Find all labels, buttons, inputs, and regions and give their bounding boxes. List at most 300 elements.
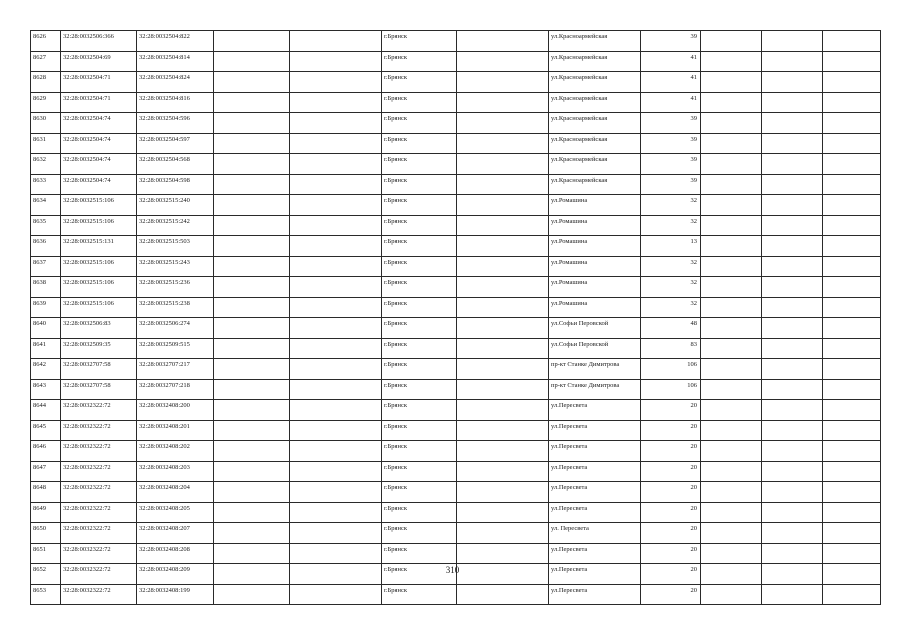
street-cell: ул.Красноармейская bbox=[549, 133, 641, 154]
empty-cell bbox=[823, 338, 881, 359]
street-cell: ул.Пересвета bbox=[549, 564, 641, 585]
city-cell: г.Брянск bbox=[382, 51, 457, 72]
empty-cell bbox=[457, 236, 549, 257]
object-number-cell: 32:28:0032506:274 bbox=[137, 318, 214, 339]
empty-cell bbox=[457, 256, 549, 277]
house-number-cell: 20 bbox=[641, 441, 701, 462]
parcel-number-cell: 32:28:0032322:72 bbox=[61, 523, 137, 544]
empty-cell bbox=[701, 359, 762, 380]
empty-cell bbox=[214, 133, 290, 154]
object-number-cell: 32:28:0032408:200 bbox=[137, 400, 214, 421]
object-number-cell: 32:28:0032408:208 bbox=[137, 543, 214, 564]
house-number-cell: 20 bbox=[641, 564, 701, 585]
house-number-cell: 106 bbox=[641, 379, 701, 400]
city-cell: г.Брянск bbox=[382, 154, 457, 175]
empty-cell bbox=[214, 420, 290, 441]
table-row bbox=[31, 502, 881, 523]
table-row bbox=[31, 236, 881, 257]
object-number-cell: 32:28:0032707:217 bbox=[137, 359, 214, 380]
empty-cell bbox=[457, 72, 549, 93]
empty-cell bbox=[701, 338, 762, 359]
row-number-cell: 8647 bbox=[31, 461, 61, 482]
empty-cell bbox=[457, 338, 549, 359]
empty-cell bbox=[457, 51, 549, 72]
street-cell: ул.Ромашина bbox=[549, 236, 641, 257]
street-cell: ул.Красноармейская bbox=[549, 174, 641, 195]
empty-cell bbox=[762, 584, 823, 605]
city-cell: г.Брянск bbox=[382, 72, 457, 93]
house-number-cell: 39 bbox=[641, 113, 701, 134]
street-cell: ул.Софьи Перовской bbox=[549, 338, 641, 359]
table-row bbox=[31, 523, 881, 544]
empty-cell bbox=[214, 72, 290, 93]
empty-cell bbox=[214, 277, 290, 298]
street-cell: ул.Пересвета bbox=[549, 400, 641, 421]
table-row bbox=[31, 297, 881, 318]
empty-cell bbox=[823, 113, 881, 134]
house-number-cell: 20 bbox=[641, 523, 701, 544]
street-cell: ул.Красноармейская bbox=[549, 154, 641, 175]
city-cell: г.Брянск bbox=[382, 420, 457, 441]
empty-cell bbox=[290, 72, 382, 93]
parcel-number-cell: 32:28:0032515:106 bbox=[61, 277, 137, 298]
empty-cell bbox=[214, 543, 290, 564]
empty-cell bbox=[762, 195, 823, 216]
empty-cell bbox=[701, 420, 762, 441]
house-number-cell: 39 bbox=[641, 174, 701, 195]
street-cell: ул.Ромашина bbox=[549, 195, 641, 216]
parcel-number-cell: 32:28:0032504:71 bbox=[61, 92, 137, 113]
empty-cell bbox=[214, 195, 290, 216]
house-number-cell: 41 bbox=[641, 51, 701, 72]
empty-cell bbox=[762, 441, 823, 462]
city-cell: г.Брянск bbox=[382, 482, 457, 503]
row-number-cell: 8649 bbox=[31, 502, 61, 523]
empty-cell bbox=[457, 523, 549, 544]
empty-cell bbox=[762, 174, 823, 195]
empty-cell bbox=[701, 174, 762, 195]
empty-cell bbox=[762, 154, 823, 175]
empty-cell bbox=[701, 236, 762, 257]
parcel-number-cell: 32:28:0032504:74 bbox=[61, 174, 137, 195]
house-number-cell: 32 bbox=[641, 215, 701, 236]
empty-cell bbox=[762, 297, 823, 318]
empty-cell bbox=[290, 256, 382, 277]
empty-cell bbox=[457, 461, 549, 482]
table-body bbox=[31, 31, 881, 605]
house-number-cell: 39 bbox=[641, 133, 701, 154]
empty-cell bbox=[214, 461, 290, 482]
object-number-cell: 32:28:0032408:205 bbox=[137, 502, 214, 523]
object-number-cell: 32:28:0032408:209 bbox=[137, 564, 214, 585]
house-number-cell: 32 bbox=[641, 297, 701, 318]
empty-cell bbox=[214, 31, 290, 52]
empty-cell bbox=[701, 31, 762, 52]
house-number-cell: 106 bbox=[641, 359, 701, 380]
empty-cell bbox=[762, 482, 823, 503]
table-row bbox=[31, 133, 881, 154]
object-number-cell: 32:28:0032408:201 bbox=[137, 420, 214, 441]
empty-cell bbox=[457, 215, 549, 236]
empty-cell bbox=[214, 215, 290, 236]
empty-cell bbox=[214, 482, 290, 503]
city-cell: г.Брянск bbox=[382, 379, 457, 400]
empty-cell bbox=[701, 441, 762, 462]
empty-cell bbox=[290, 277, 382, 298]
table-row bbox=[31, 113, 881, 134]
city-cell: г.Брянск bbox=[382, 256, 457, 277]
object-number-cell: 32:28:0032408:202 bbox=[137, 441, 214, 462]
house-number-cell: 39 bbox=[641, 154, 701, 175]
empty-cell bbox=[762, 318, 823, 339]
empty-cell bbox=[823, 256, 881, 277]
street-cell: ул. Пересвета bbox=[549, 523, 641, 544]
house-number-cell: 32 bbox=[641, 256, 701, 277]
street-cell: пр-кт Станке Димитрова bbox=[549, 359, 641, 380]
empty-cell bbox=[290, 379, 382, 400]
row-number-cell: 8640 bbox=[31, 318, 61, 339]
empty-cell bbox=[823, 195, 881, 216]
empty-cell bbox=[701, 502, 762, 523]
row-number-cell: 8628 bbox=[31, 72, 61, 93]
house-number-cell: 20 bbox=[641, 543, 701, 564]
house-number-cell: 41 bbox=[641, 92, 701, 113]
parcel-number-cell: 32:28:0032322:72 bbox=[61, 543, 137, 564]
empty-cell bbox=[823, 236, 881, 257]
table-row bbox=[31, 400, 881, 421]
row-number-cell: 8644 bbox=[31, 400, 61, 421]
empty-cell bbox=[290, 236, 382, 257]
empty-cell bbox=[214, 236, 290, 257]
empty-cell bbox=[823, 523, 881, 544]
parcel-number-cell: 32:28:0032515:106 bbox=[61, 297, 137, 318]
empty-cell bbox=[214, 154, 290, 175]
parcel-number-cell: 32:28:0032322:72 bbox=[61, 482, 137, 503]
street-cell: ул.Пересвета bbox=[549, 543, 641, 564]
city-cell: г.Брянск bbox=[382, 236, 457, 257]
table-row bbox=[31, 584, 881, 605]
object-number-cell: 32:28:0032504:598 bbox=[137, 174, 214, 195]
table-row bbox=[31, 215, 881, 236]
empty-cell bbox=[701, 154, 762, 175]
parcel-number-cell: 32:28:0032504:69 bbox=[61, 51, 137, 72]
empty-cell bbox=[457, 31, 549, 52]
object-number-cell: 32:28:0032515:238 bbox=[137, 297, 214, 318]
empty-cell bbox=[457, 482, 549, 503]
address-table bbox=[30, 30, 881, 605]
parcel-number-cell: 32:28:0032504:71 bbox=[61, 72, 137, 93]
empty-cell bbox=[290, 338, 382, 359]
empty-cell bbox=[823, 51, 881, 72]
empty-cell bbox=[823, 31, 881, 52]
empty-cell bbox=[214, 338, 290, 359]
street-cell: ул.Пересвета bbox=[549, 482, 641, 503]
empty-cell bbox=[701, 113, 762, 134]
row-number-cell: 8634 bbox=[31, 195, 61, 216]
empty-cell bbox=[823, 72, 881, 93]
empty-cell bbox=[701, 215, 762, 236]
empty-cell bbox=[701, 461, 762, 482]
row-number-cell: 8631 bbox=[31, 133, 61, 154]
empty-cell bbox=[762, 420, 823, 441]
street-cell: ул.Красноармейская bbox=[549, 72, 641, 93]
object-number-cell: 32:28:0032515:240 bbox=[137, 195, 214, 216]
empty-cell bbox=[762, 461, 823, 482]
parcel-number-cell: 32:28:0032515:106 bbox=[61, 256, 137, 277]
empty-cell bbox=[762, 502, 823, 523]
city-cell: г.Брянск bbox=[382, 400, 457, 421]
street-cell: ул.Ромашина bbox=[549, 297, 641, 318]
empty-cell bbox=[457, 277, 549, 298]
table-row bbox=[31, 31, 881, 52]
empty-cell bbox=[290, 174, 382, 195]
city-cell: г.Брянск bbox=[382, 195, 457, 216]
object-number-cell: 32:28:0032515:236 bbox=[137, 277, 214, 298]
empty-cell bbox=[823, 174, 881, 195]
empty-cell bbox=[214, 318, 290, 339]
object-number-cell: 32:28:0032707:218 bbox=[137, 379, 214, 400]
table-row bbox=[31, 92, 881, 113]
empty-cell bbox=[290, 441, 382, 462]
empty-cell bbox=[762, 92, 823, 113]
empty-cell bbox=[762, 359, 823, 380]
empty-cell bbox=[762, 133, 823, 154]
empty-cell bbox=[701, 379, 762, 400]
empty-cell bbox=[823, 133, 881, 154]
object-number-cell: 32:28:0032504:824 bbox=[137, 72, 214, 93]
empty-cell bbox=[214, 502, 290, 523]
table-row bbox=[31, 195, 881, 216]
table-row bbox=[31, 338, 881, 359]
house-number-cell: 20 bbox=[641, 502, 701, 523]
empty-cell bbox=[290, 133, 382, 154]
parcel-number-cell: 32:28:0032322:72 bbox=[61, 420, 137, 441]
city-cell: г.Брянск bbox=[382, 564, 457, 585]
row-number-cell: 8627 bbox=[31, 51, 61, 72]
empty-cell bbox=[214, 441, 290, 462]
empty-cell bbox=[701, 195, 762, 216]
row-number-cell: 8637 bbox=[31, 256, 61, 277]
empty-cell bbox=[823, 92, 881, 113]
city-cell: г.Брянск bbox=[382, 31, 457, 52]
row-number-cell: 8629 bbox=[31, 92, 61, 113]
city-cell: г.Брянск bbox=[382, 461, 457, 482]
empty-cell bbox=[823, 400, 881, 421]
parcel-number-cell: 32:28:0032515:106 bbox=[61, 215, 137, 236]
house-number-cell: 32 bbox=[641, 277, 701, 298]
empty-cell bbox=[290, 297, 382, 318]
empty-cell bbox=[701, 72, 762, 93]
empty-cell bbox=[214, 379, 290, 400]
street-cell: ул.Красноармейская bbox=[549, 31, 641, 52]
house-number-cell: 32 bbox=[641, 195, 701, 216]
parcel-number-cell: 32:28:0032509:35 bbox=[61, 338, 137, 359]
empty-cell bbox=[823, 482, 881, 503]
house-number-cell: 20 bbox=[641, 584, 701, 605]
table-row bbox=[31, 441, 881, 462]
city-cell: г.Брянск bbox=[382, 502, 457, 523]
city-cell: г.Брянск bbox=[382, 584, 457, 605]
object-number-cell: 32:28:0032408:207 bbox=[137, 523, 214, 544]
object-number-cell: 32:28:0032515:243 bbox=[137, 256, 214, 277]
empty-cell bbox=[762, 51, 823, 72]
street-cell: ул.Пересвета bbox=[549, 502, 641, 523]
house-number-cell: 20 bbox=[641, 400, 701, 421]
empty-cell bbox=[823, 461, 881, 482]
table-row bbox=[31, 174, 881, 195]
table-row bbox=[31, 420, 881, 441]
row-number-cell: 8648 bbox=[31, 482, 61, 503]
empty-cell bbox=[290, 543, 382, 564]
empty-cell bbox=[290, 215, 382, 236]
empty-cell bbox=[457, 154, 549, 175]
table-row bbox=[31, 72, 881, 93]
street-cell: ул.Пересвета bbox=[549, 584, 641, 605]
object-number-cell: 32:28:0032515:503 bbox=[137, 236, 214, 257]
empty-cell bbox=[457, 502, 549, 523]
empty-cell bbox=[823, 215, 881, 236]
empty-cell bbox=[457, 318, 549, 339]
empty-cell bbox=[214, 256, 290, 277]
row-number-cell: 8626 bbox=[31, 31, 61, 52]
object-number-cell: 32:28:0032408:203 bbox=[137, 461, 214, 482]
empty-cell bbox=[457, 379, 549, 400]
row-number-cell: 8641 bbox=[31, 338, 61, 359]
object-number-cell: 32:28:0032408:199 bbox=[137, 584, 214, 605]
object-number-cell: 32:28:0032504:568 bbox=[137, 154, 214, 175]
empty-cell bbox=[457, 359, 549, 380]
empty-cell bbox=[701, 256, 762, 277]
row-number-cell: 8635 bbox=[31, 215, 61, 236]
city-cell: г.Брянск bbox=[382, 174, 457, 195]
empty-cell bbox=[762, 72, 823, 93]
parcel-number-cell: 32:28:0032322:72 bbox=[61, 502, 137, 523]
row-number-cell: 8645 bbox=[31, 420, 61, 441]
empty-cell bbox=[457, 420, 549, 441]
empty-cell bbox=[701, 543, 762, 564]
empty-cell bbox=[457, 543, 549, 564]
empty-cell bbox=[701, 482, 762, 503]
empty-cell bbox=[823, 543, 881, 564]
parcel-number-cell: 32:28:0032504:74 bbox=[61, 133, 137, 154]
street-cell: ул.Пересвета bbox=[549, 420, 641, 441]
empty-cell bbox=[457, 113, 549, 134]
house-number-cell: 48 bbox=[641, 318, 701, 339]
empty-cell bbox=[290, 113, 382, 134]
empty-cell bbox=[290, 92, 382, 113]
empty-cell bbox=[701, 318, 762, 339]
street-cell: ул.Софьи Перовской bbox=[549, 318, 641, 339]
object-number-cell: 32:28:0032504:822 bbox=[137, 31, 214, 52]
row-number-cell: 8633 bbox=[31, 174, 61, 195]
empty-cell bbox=[457, 133, 549, 154]
empty-cell bbox=[290, 400, 382, 421]
empty-cell bbox=[214, 400, 290, 421]
empty-cell bbox=[823, 502, 881, 523]
row-number-cell: 8642 bbox=[31, 359, 61, 380]
empty-cell bbox=[823, 154, 881, 175]
empty-cell bbox=[701, 400, 762, 421]
object-number-cell: 32:28:0032504:816 bbox=[137, 92, 214, 113]
parcel-number-cell: 32:28:0032322:72 bbox=[61, 584, 137, 605]
empty-cell bbox=[457, 92, 549, 113]
empty-cell bbox=[290, 51, 382, 72]
empty-cell bbox=[762, 113, 823, 134]
empty-cell bbox=[457, 195, 549, 216]
city-cell: г.Брянск bbox=[382, 359, 457, 380]
empty-cell bbox=[457, 297, 549, 318]
empty-cell bbox=[290, 420, 382, 441]
city-cell: г.Брянск bbox=[382, 543, 457, 564]
city-cell: г.Брянск bbox=[382, 297, 457, 318]
city-cell: г.Брянск bbox=[382, 133, 457, 154]
empty-cell bbox=[823, 420, 881, 441]
empty-cell bbox=[290, 359, 382, 380]
house-number-cell: 20 bbox=[641, 420, 701, 441]
empty-cell bbox=[762, 400, 823, 421]
table-row bbox=[31, 379, 881, 400]
empty-cell bbox=[762, 277, 823, 298]
empty-cell bbox=[823, 584, 881, 605]
empty-cell bbox=[457, 400, 549, 421]
row-number-cell: 8653 bbox=[31, 584, 61, 605]
street-cell: ул.Красноармейская bbox=[549, 92, 641, 113]
empty-cell bbox=[290, 584, 382, 605]
parcel-number-cell: 32:28:0032707:58 bbox=[61, 379, 137, 400]
empty-cell bbox=[457, 584, 549, 605]
empty-cell bbox=[823, 441, 881, 462]
object-number-cell: 32:28:0032509:515 bbox=[137, 338, 214, 359]
empty-cell bbox=[701, 584, 762, 605]
object-number-cell: 32:28:0032408:204 bbox=[137, 482, 214, 503]
empty-cell bbox=[701, 277, 762, 298]
parcel-number-cell: 32:28:0032322:72 bbox=[61, 441, 137, 462]
street-cell: пр-кт Станке Димитрова bbox=[549, 379, 641, 400]
parcel-number-cell: 32:28:0032515:131 bbox=[61, 236, 137, 257]
city-cell: г.Брянск bbox=[382, 215, 457, 236]
row-number-cell: 8636 bbox=[31, 236, 61, 257]
object-number-cell: 32:28:0032515:242 bbox=[137, 215, 214, 236]
empty-cell bbox=[762, 256, 823, 277]
street-cell: ул.Ромашина bbox=[549, 277, 641, 298]
street-cell: ул.Красноармейская bbox=[549, 113, 641, 134]
empty-cell bbox=[214, 297, 290, 318]
empty-cell bbox=[290, 318, 382, 339]
city-cell: г.Брянск bbox=[382, 318, 457, 339]
house-number-cell: 13 bbox=[641, 236, 701, 257]
empty-cell bbox=[214, 584, 290, 605]
empty-cell bbox=[214, 113, 290, 134]
house-number-cell: 83 bbox=[641, 338, 701, 359]
city-cell: г.Брянск bbox=[382, 523, 457, 544]
empty-cell bbox=[214, 92, 290, 113]
empty-cell bbox=[214, 359, 290, 380]
row-number-cell: 8652 bbox=[31, 564, 61, 585]
street-cell: ул.Ромашина bbox=[549, 256, 641, 277]
empty-cell bbox=[457, 174, 549, 195]
object-number-cell: 32:28:0032504:814 bbox=[137, 51, 214, 72]
table-row bbox=[31, 277, 881, 298]
empty-cell bbox=[823, 277, 881, 298]
table-row bbox=[31, 543, 881, 564]
parcel-number-cell: 32:28:0032506:366 bbox=[61, 31, 137, 52]
row-number-cell: 8651 bbox=[31, 543, 61, 564]
empty-cell bbox=[701, 297, 762, 318]
table-row bbox=[31, 359, 881, 380]
table-row bbox=[31, 154, 881, 175]
row-number-cell: 8639 bbox=[31, 297, 61, 318]
street-cell: ул.Ромашина bbox=[549, 215, 641, 236]
